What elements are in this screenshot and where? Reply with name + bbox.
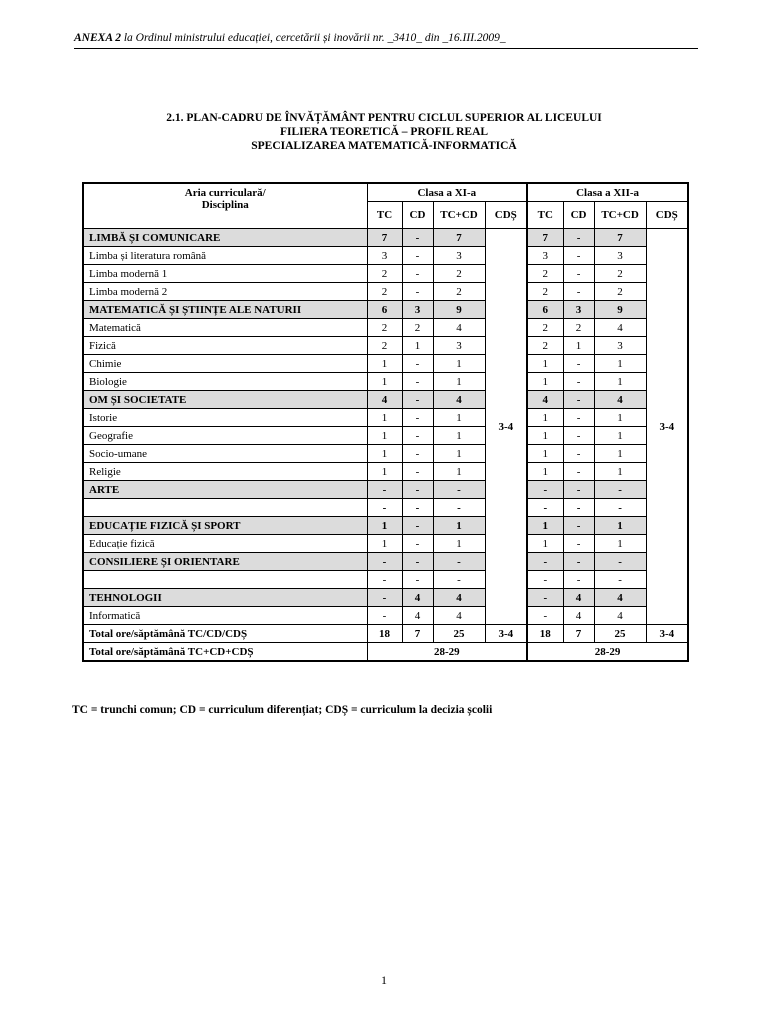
xii-tc-value: 3 <box>527 247 563 265</box>
document-header <box>74 32 698 49</box>
table-row <box>83 283 688 301</box>
xi-cd-value: - <box>402 391 433 409</box>
xi-tccd-value: - <box>433 499 485 517</box>
xii-tc-value: - <box>527 571 563 589</box>
xi-cd-value: - <box>402 283 433 301</box>
xii-tccd-value: 2 <box>594 283 646 301</box>
xii-cd-value: - <box>563 409 594 427</box>
table-row <box>83 427 688 445</box>
xi-tccd-value: 1 <box>433 517 485 535</box>
discipline-label: Istorie <box>83 409 367 427</box>
xi-tc-value: 1 <box>367 355 402 373</box>
xi-cd-value: - <box>402 481 433 499</box>
discipline-label: Educație fizică <box>83 535 367 553</box>
xi-tc-value: - <box>367 499 402 517</box>
xii-tc-value: 6 <box>527 301 563 319</box>
xii-tc-value: 2 <box>527 265 563 283</box>
xi-cd-value: - <box>402 553 433 571</box>
xi-tccd-value: 1 <box>433 427 485 445</box>
xii-tc-value: 1 <box>527 427 563 445</box>
xii-cd-value: 3 <box>563 301 594 319</box>
xii-tccd-value: - <box>594 553 646 571</box>
xii-tccd-value: - <box>594 481 646 499</box>
xii-tc-value: 4 <box>527 391 563 409</box>
xii-tc-value: 1 <box>527 463 563 481</box>
xi-cd-value: - <box>402 499 433 517</box>
discipline-label: Limba modernă 2 <box>83 283 367 301</box>
col-header-cd: CD <box>563 202 594 229</box>
xi-cd-value: - <box>402 535 433 553</box>
xii-cd-value: - <box>563 535 594 553</box>
xi-cd-value: - <box>402 427 433 445</box>
xi-cd-value: - <box>402 409 433 427</box>
xii-tc-value: 1 <box>527 517 563 535</box>
title-line-3: SPECIALIZAREA MATEMATICĂ-INFORMATICĂ <box>251 140 517 152</box>
discipline-label: Limba modernă 1 <box>83 265 367 283</box>
xi-tc-value: 1 <box>367 535 402 553</box>
total-xi-tccd: 25 <box>433 625 485 643</box>
discipline-label: Socio-umane <box>83 445 367 463</box>
xii-tccd-value: 7 <box>594 229 646 247</box>
xii-tccd-value: 1 <box>594 355 646 373</box>
xii-tc-value: 1 <box>527 535 563 553</box>
xii-tc-value: - <box>527 553 563 571</box>
xi-tccd-value: 9 <box>433 301 485 319</box>
xi-tccd-value: 4 <box>433 391 485 409</box>
discipline-label: Biologie <box>83 373 367 391</box>
xi-cd-value: - <box>402 247 433 265</box>
col-header-tc: TC <box>527 202 563 229</box>
discipline-label <box>83 571 367 589</box>
curricular-area-label: TEHNOLOGII <box>83 589 367 607</box>
grand-total-xii: 28-29 <box>527 643 688 662</box>
discipline-header-label: Disciplina <box>201 199 249 211</box>
discipline-label: Fizică <box>83 337 367 355</box>
xii-cd-value: 4 <box>563 589 594 607</box>
xii-cd-value: 1 <box>563 337 594 355</box>
xii-cd-value: - <box>563 571 594 589</box>
xi-tc-value: - <box>367 553 402 571</box>
area-header-cell <box>83 183 367 229</box>
xi-tccd-value: 1 <box>433 463 485 481</box>
grand-total-xi: 28-29 <box>367 643 527 662</box>
xi-tc-value: 2 <box>367 319 402 337</box>
xi-cd-value: 2 <box>402 319 433 337</box>
xi-tccd-value: 1 <box>433 373 485 391</box>
xi-tc-value: 1 <box>367 463 402 481</box>
total-xi-cds: 3-4 <box>485 625 527 643</box>
table-row <box>83 337 688 355</box>
page-number: 1 <box>381 973 387 987</box>
xi-tccd-value: 2 <box>433 265 485 283</box>
total-hours-row <box>83 625 688 643</box>
xi-tc-value: 2 <box>367 283 402 301</box>
total-hours-label: Total ore/săptămână TC/CD/CDȘ <box>83 625 367 643</box>
title-line-1: 2.1. PLAN-CADRU DE ÎNVĂȚĂMÂNT PENTRU CICLUL SUPERIOR AL LICEULUI <box>166 112 602 124</box>
table-row <box>83 355 688 373</box>
xi-cd-value: 4 <box>402 589 433 607</box>
discipline-label: Geografie <box>83 427 367 445</box>
xii-cd-value: 4 <box>563 607 594 625</box>
xi-tccd-value: 4 <box>433 607 485 625</box>
xii-tc-value: - <box>527 499 563 517</box>
xi-tccd-value: - <box>433 553 485 571</box>
xi-tc-value: 1 <box>367 517 402 535</box>
col-header-tccd: TC+CD <box>433 202 485 229</box>
curricular-area-label: MATEMATICĂ ȘI ȘTIINȚE ALE NATURII <box>83 301 367 319</box>
area-header-label: Aria curriculară/ <box>184 187 266 199</box>
grand-total-label: Total ore/săptămână TC+CD+CDȘ <box>83 643 367 662</box>
xii-tccd-value: 1 <box>594 373 646 391</box>
curricular-area-label: ARTE <box>83 481 367 499</box>
table-row <box>83 553 688 571</box>
xi-tc-value: 1 <box>367 445 402 463</box>
xi-cd-value: - <box>402 373 433 391</box>
xii-tccd-value: 1 <box>594 427 646 445</box>
xii-cd-value: - <box>563 499 594 517</box>
discipline-label: Limba și literatura română <box>83 247 367 265</box>
xii-cd-value: - <box>563 247 594 265</box>
xi-tc-value: - <box>367 571 402 589</box>
class-xi-header: Clasa a XI-a <box>367 183 527 202</box>
header-order-reference: la Ordinul ministrului educației, cercetării și inovării nr. _3410_ din _16.III.2009_ <box>120 32 506 44</box>
xii-tc-value: - <box>527 589 563 607</box>
discipline-label: Religie <box>83 463 367 481</box>
xii-tc-value: 2 <box>527 319 563 337</box>
table-row <box>83 265 688 283</box>
xii-tc-value: 1 <box>527 445 563 463</box>
xi-tc-value: 3 <box>367 247 402 265</box>
table-row <box>83 589 688 607</box>
xii-tccd-value: 1 <box>594 445 646 463</box>
xii-tccd-value: 1 <box>594 517 646 535</box>
xii-tc-value: 1 <box>527 373 563 391</box>
col-header-cd: CD <box>402 202 433 229</box>
xii-tc-value: - <box>527 607 563 625</box>
total-xii-tccd: 25 <box>594 625 646 643</box>
xi-tccd-value: 3 <box>433 247 485 265</box>
xi-tccd-value: 1 <box>433 535 485 553</box>
xi-tccd-value: 3 <box>433 337 485 355</box>
table-row <box>83 301 688 319</box>
xi-tccd-value: 2 <box>433 283 485 301</box>
table-row <box>83 481 688 499</box>
curricular-area-label: EDUCAȚIE FIZICĂ ȘI SPORT <box>83 517 367 535</box>
grand-total-row <box>83 643 688 662</box>
header-annex-label: ANEXA 2 <box>74 32 121 44</box>
table-row <box>83 319 688 337</box>
xii-tc-value: 2 <box>527 337 563 355</box>
xii-tc-value: 2 <box>527 283 563 301</box>
xii-tccd-value: 2 <box>594 265 646 283</box>
xi-tccd-value: 1 <box>433 355 485 373</box>
xii-cd-value: - <box>563 229 594 247</box>
xi-cd-value: - <box>402 463 433 481</box>
xi-cd-value: - <box>402 445 433 463</box>
xii-cd-value: 2 <box>563 319 594 337</box>
table-row <box>83 535 688 553</box>
total-xii-cd: 7 <box>563 625 594 643</box>
table-row <box>83 373 688 391</box>
xi-cd-value: - <box>402 229 433 247</box>
curricular-area-label: LIMBĂ ȘI COMUNICARE <box>83 229 367 247</box>
class-xii-header: Clasa a XII-a <box>527 183 688 202</box>
xii-tccd-value: 3 <box>594 337 646 355</box>
xi-cd-value: 4 <box>402 607 433 625</box>
total-xii-cds: 3-4 <box>646 625 688 643</box>
discipline-label: Chimie <box>83 355 367 373</box>
xi-cd-value: - <box>402 355 433 373</box>
total-xii-tc: 18 <box>527 625 563 643</box>
xii-tccd-value: 9 <box>594 301 646 319</box>
xii-cd-value: - <box>563 355 594 373</box>
xi-tc-value: 4 <box>367 391 402 409</box>
xii-tc-value: 1 <box>527 409 563 427</box>
xii-tc-value: 7 <box>527 229 563 247</box>
xii-tccd-value: 4 <box>594 589 646 607</box>
xii-tccd-value: 4 <box>594 319 646 337</box>
curriculum-plan-table <box>82 182 689 662</box>
xii-cd-value: - <box>563 463 594 481</box>
total-xi-cd: 7 <box>402 625 433 643</box>
col-header-cds: CDȘ <box>485 202 527 229</box>
xii-cd-value: - <box>563 373 594 391</box>
col-header-tc: TC <box>367 202 402 229</box>
xi-cd-value: - <box>402 265 433 283</box>
xi-tccd-value: - <box>433 481 485 499</box>
xi-tc-value: - <box>367 607 402 625</box>
xii-tccd-value: - <box>594 571 646 589</box>
xi-cds-merged-value: 3-4 <box>485 229 527 625</box>
xii-cd-value: - <box>563 517 594 535</box>
table-row <box>83 391 688 409</box>
table-row <box>83 517 688 535</box>
xii-tccd-value: 1 <box>594 463 646 481</box>
table-row <box>83 409 688 427</box>
discipline-label: Informatică <box>83 607 367 625</box>
xii-cd-value: - <box>563 445 594 463</box>
xii-tccd-value: 4 <box>594 607 646 625</box>
xii-tc-value: - <box>527 481 563 499</box>
xii-tccd-value: - <box>594 499 646 517</box>
table-row <box>83 445 688 463</box>
xii-cd-value: - <box>563 553 594 571</box>
xi-tc-value: 1 <box>367 427 402 445</box>
xi-cd-value: - <box>402 517 433 535</box>
table-row <box>83 499 688 517</box>
table-header-row-1 <box>83 183 688 202</box>
xii-cd-value: - <box>563 481 594 499</box>
xii-tccd-value: 3 <box>594 247 646 265</box>
xii-cd-value: - <box>563 427 594 445</box>
xi-tc-value: 6 <box>367 301 402 319</box>
table-row <box>83 607 688 625</box>
xi-tccd-value: 1 <box>433 445 485 463</box>
table-row <box>83 463 688 481</box>
xii-cds-merged-value: 3-4 <box>646 229 688 625</box>
xi-tccd-value: - <box>433 571 485 589</box>
xi-tc-value: - <box>367 589 402 607</box>
xi-cd-value: 1 <box>402 337 433 355</box>
xi-cd-value: - <box>402 571 433 589</box>
total-xi-tc: 18 <box>367 625 402 643</box>
xii-tc-value: 1 <box>527 355 563 373</box>
table-row <box>83 247 688 265</box>
xi-tc-value: 2 <box>367 337 402 355</box>
col-header-tccd: TC+CD <box>594 202 646 229</box>
table-row <box>83 571 688 589</box>
xii-cd-value: - <box>563 391 594 409</box>
xii-cd-value: - <box>563 283 594 301</box>
abbreviation-legend: TC = trunchi comun; CD = curriculum diferențiat; CDȘ = curriculum la decizia școlii <box>72 704 493 716</box>
discipline-label: Matematică <box>83 319 367 337</box>
xi-tccd-value: 1 <box>433 409 485 427</box>
xi-tc-value: 2 <box>367 265 402 283</box>
xi-tc-value: 7 <box>367 229 402 247</box>
xii-tccd-value: 1 <box>594 535 646 553</box>
discipline-label <box>83 499 367 517</box>
xi-tc-value: 1 <box>367 373 402 391</box>
xi-tccd-value: 4 <box>433 319 485 337</box>
xii-tccd-value: 1 <box>594 409 646 427</box>
xi-tccd-value: 7 <box>433 229 485 247</box>
col-header-cds: CDȘ <box>646 202 688 229</box>
xi-tccd-value: 4 <box>433 589 485 607</box>
curricular-area-label: CONSILIERE ȘI ORIENTARE <box>83 553 367 571</box>
xi-tc-value: 1 <box>367 409 402 427</box>
title-line-2: FILIERA TEORETICĂ – PROFIL REAL <box>279 126 489 138</box>
curricular-area-label: OM ȘI SOCIETATE <box>83 391 367 409</box>
table-row <box>83 229 688 247</box>
xii-tccd-value: 4 <box>594 391 646 409</box>
xii-cd-value: - <box>563 265 594 283</box>
xi-cd-value: 3 <box>402 301 433 319</box>
document-title-block <box>84 111 684 153</box>
xi-tc-value: - <box>367 481 402 499</box>
